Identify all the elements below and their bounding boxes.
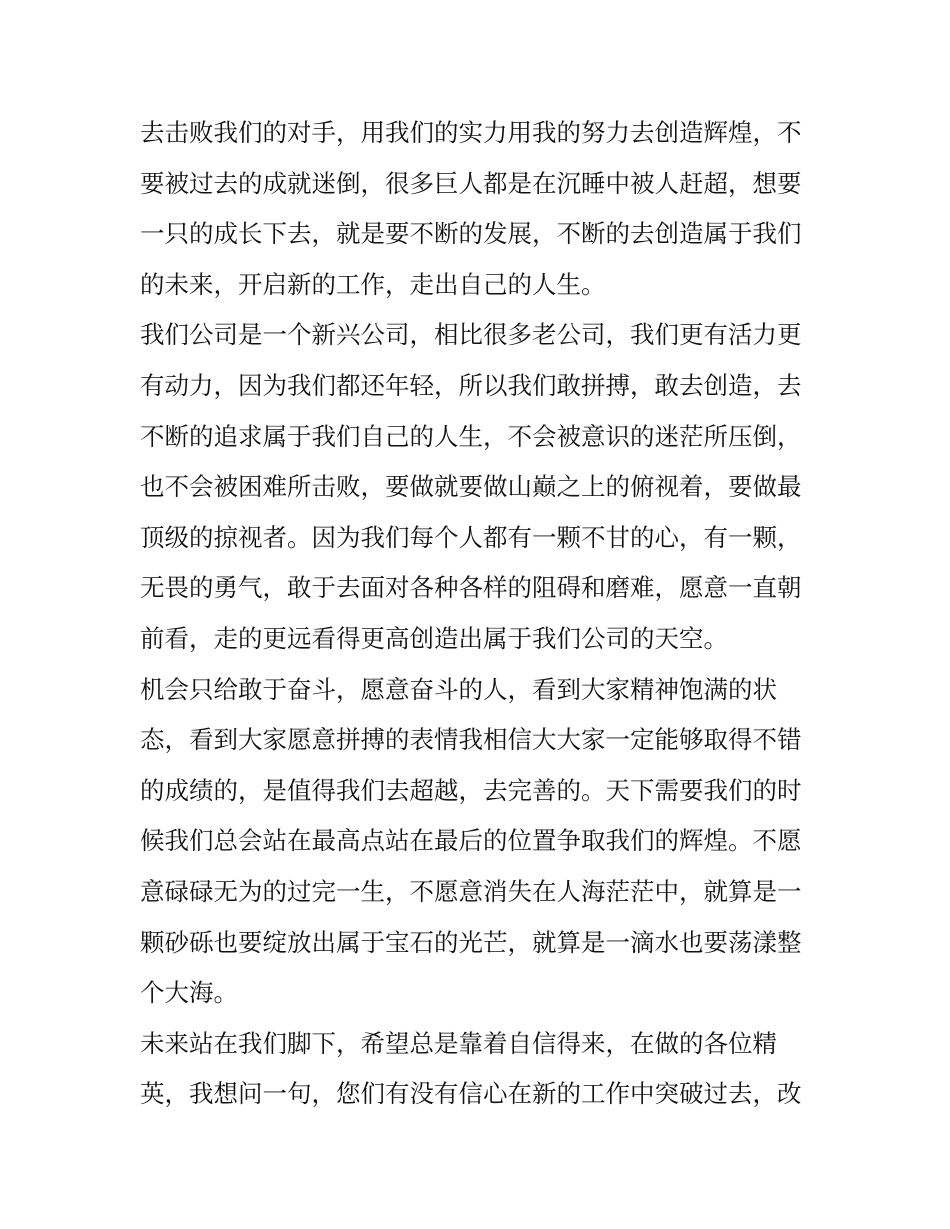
text-line: 也不会被困难所击败，要做就要做山巅之上的俯视着，要做最 [140, 472, 802, 502]
text-line: 去击败我们的对手，用我们的实力用我的努力去创造辉煌，不 [140, 118, 802, 147]
text-line: 未来站在我们脚下，希望总是靠着自信得来，在做的各位精 [140, 1028, 777, 1058]
text-line: 不断的追求属于我们自己的人生，不会被意识的迷茫所压倒， [140, 421, 802, 451]
body-text [140, 108, 815, 1120]
text-line: 顶级的掠视者。因为我们每个人都有一颗不甘的心，有一颗， [140, 522, 802, 552]
text-line: 的未来，开启新的工作，走出自己的人生。 [140, 269, 606, 299]
text-line: 态，看到大家愿意拼搏的表情我相信大大家一定能够取得不错 [140, 725, 802, 755]
text-line: 个大海。 [140, 978, 238, 1008]
text-line: 英，我想问一句，您们有没有信心在新的工作中突破过去，改 [140, 1079, 802, 1109]
text-line: 机会只给敢于奋斗，愿意奋斗的人，看到大家精神饱满的状 [140, 674, 777, 704]
text-line: 我们公司是一个新兴公司，相比很多老公司，我们更有活力更 [140, 320, 802, 350]
text-line: 前看，走的更远看得更高创造出属于我们公司的天空。 [140, 623, 728, 653]
text-line: 的成绩的，是值得我们去超越，去完善的。天下需要我们的时 [140, 775, 802, 805]
text-line: 候我们总会站在最高点站在最后的位置争取我们的辉煌。不愿 [140, 826, 802, 856]
text-line: 无畏的勇气，敢于去面对各种各样的阻碍和磨难，愿意一直朝 [140, 573, 802, 603]
text-line: 意碌碌无为的过完一生，不愿意消失在人海茫茫中，就算是一 [140, 876, 802, 906]
text-line: 颗砂砾也要绽放出属于宝石的光芒，就算是一滴水也要荡漾整 [140, 927, 802, 957]
text-line: 要被过去的成就迷倒，很多巨人都是在沉睡中被人赶超，想要 [140, 168, 802, 198]
text-line: 有动力，因为我们都还年轻，所以我们敢拼搏，敢去创造，去 [140, 370, 802, 400]
text-line: 一只的成长下去，就是要不断的发展，不断的去创造属于我们 [140, 219, 802, 249]
